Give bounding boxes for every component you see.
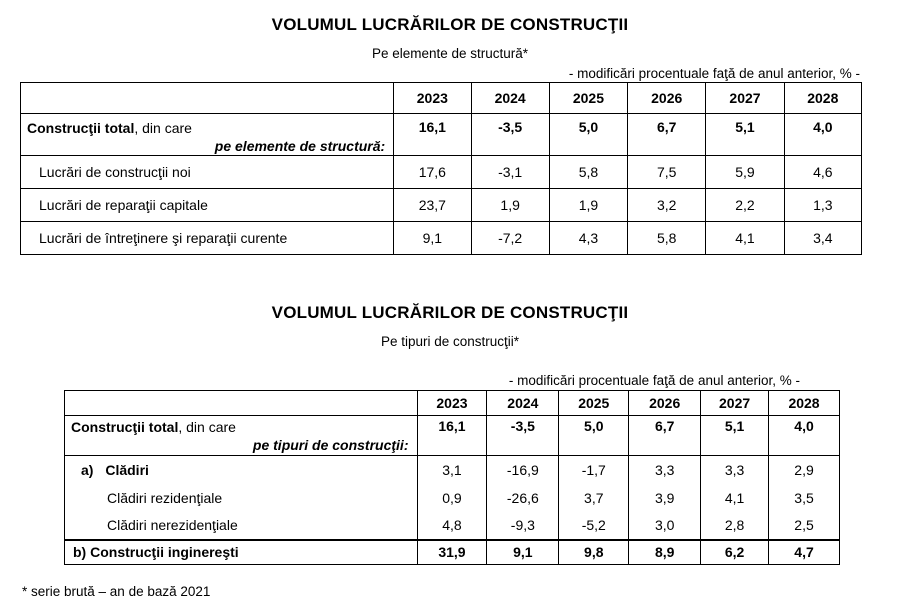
value-cell: 4,0 (769, 416, 840, 456)
value-cell: -16,9 (487, 456, 559, 484)
value-cell: 5,1 (706, 114, 784, 156)
value-cell: 3,7 (559, 484, 629, 512)
value-cell: 4,3 (549, 222, 627, 255)
row-label-cell (65, 456, 418, 484)
value-cell: 6,7 (629, 416, 701, 456)
year-header: 2025 (549, 83, 627, 114)
year-header: 2023 (417, 391, 487, 416)
value-cell: 5,9 (706, 156, 784, 189)
year-header: 2027 (706, 83, 784, 114)
section1-unit: - modificări procentuale faţă de anul anterior, % - (568, 66, 860, 81)
header-blank (21, 83, 394, 114)
section2-unit: - modificări procentuale faţă de anul anterior, % - (508, 373, 800, 388)
total-sublabel: pe elemente de structură: (214, 138, 386, 154)
row-label: Clădiri nerezidenţiale (65, 512, 418, 540)
value-cell: 4,8 (417, 512, 487, 540)
value-cell: 4,7 (769, 540, 840, 565)
value-cell: 1,9 (549, 189, 627, 222)
value-cell: 5,8 (549, 156, 627, 189)
value-cell: -1,7 (559, 456, 629, 484)
value-cell: 8,9 (629, 540, 701, 565)
value-cell: 2,9 (769, 456, 840, 484)
value-cell: 4,0 (784, 114, 861, 156)
value-cell: 2,2 (706, 189, 784, 222)
value-cell: -3,5 (471, 114, 549, 156)
total-row (21, 114, 862, 156)
value-cell: -9,3 (487, 512, 559, 540)
value-cell: 9,1 (394, 222, 471, 255)
value-cell: 9,8 (559, 540, 629, 565)
value-cell: 4,1 (701, 484, 769, 512)
year-header: 2026 (629, 391, 701, 416)
year-header: 2027 (701, 391, 769, 416)
value-cell: 2,5 (769, 512, 840, 540)
row-label: Lucrări de întreţinere şi reparaţii curente (21, 222, 394, 255)
value-cell: 31,9 (417, 540, 487, 565)
total-label-cell (65, 416, 418, 456)
value-cell: 9,1 (487, 540, 559, 565)
value-cell: -3,5 (487, 416, 559, 456)
value-cell: 5,1 (701, 416, 769, 456)
year-header: 2024 (487, 391, 559, 416)
value-cell: 3,2 (628, 189, 706, 222)
value-cell: 17,6 (394, 156, 471, 189)
table-row (65, 512, 840, 540)
value-cell: 5,0 (559, 416, 629, 456)
value-cell: -3,1 (471, 156, 549, 189)
value-cell: 3,4 (784, 222, 861, 255)
table-types (64, 390, 840, 565)
header-row (65, 391, 840, 416)
value-cell: 7,5 (628, 156, 706, 189)
section1-title: VOLUMUL LUCRĂRILOR DE CONSTRUCŢII (271, 15, 629, 34)
value-cell: 4,6 (784, 156, 861, 189)
table-row (65, 456, 840, 484)
value-cell: 3,0 (629, 512, 701, 540)
table-row (65, 484, 840, 512)
footnote: * serie brută – an de bază 2021 (22, 584, 211, 599)
header-row (21, 83, 862, 114)
header-blank (65, 391, 418, 416)
value-cell: 16,1 (394, 114, 471, 156)
value-cell: 3,3 (629, 456, 701, 484)
value-cell: 3,9 (629, 484, 701, 512)
value-cell: 3,3 (701, 456, 769, 484)
table-structure (20, 82, 862, 255)
table-row (21, 156, 862, 189)
year-header: 2028 (784, 83, 861, 114)
section1-subtitle: Pe elemente de structură* (371, 46, 529, 61)
value-cell: 3,5 (769, 484, 840, 512)
row-label: Clădiri rezidenţiale (65, 484, 418, 512)
value-cell: 6,7 (628, 114, 706, 156)
value-cell: 16,1 (417, 416, 487, 456)
row-prefix: a) (81, 461, 94, 478)
value-cell: -5,2 (559, 512, 629, 540)
value-cell: 0,9 (417, 484, 487, 512)
value-cell: 5,8 (628, 222, 706, 255)
table-row (21, 222, 862, 255)
total-label-cell (21, 114, 394, 156)
value-cell: -26,6 (487, 484, 559, 512)
year-header: 2028 (769, 391, 840, 416)
value-cell: 23,7 (394, 189, 471, 222)
year-header: 2023 (394, 83, 471, 114)
total-row (65, 416, 840, 456)
value-cell: 1,9 (471, 189, 549, 222)
value-cell: 4,1 (706, 222, 784, 255)
year-header: 2026 (628, 83, 706, 114)
value-cell: -7,2 (471, 222, 549, 255)
total-label: Construcţii total (27, 120, 135, 136)
section2-title: VOLUMUL LUCRĂRILOR DE CONSTRUCŢII (271, 303, 629, 322)
total-suffix: , din care (178, 419, 236, 435)
section2-subtitle: Pe tipuri de construcţii* (380, 334, 520, 349)
value-cell: 6,2 (701, 540, 769, 565)
row-label: b) Construcţii inginereşti (65, 540, 418, 565)
value-cell: 1,3 (784, 189, 861, 222)
row-label: Lucrări de construcţii noi (21, 156, 394, 189)
year-header: 2025 (559, 391, 629, 416)
value-cell: 2,8 (701, 512, 769, 540)
row-label: Clădiri (105, 461, 149, 478)
table-row (21, 189, 862, 222)
total-suffix: , din care (134, 120, 192, 136)
table-row (65, 540, 840, 565)
total-label: Construcţii total (71, 419, 179, 435)
year-header: 2024 (471, 83, 549, 114)
value-cell: 3,1 (417, 456, 487, 484)
total-sublabel: pe tipuri de construcţii: (252, 437, 409, 453)
value-cell: 5,0 (549, 114, 627, 156)
row-label: Lucrări de reparaţii capitale (21, 189, 394, 222)
